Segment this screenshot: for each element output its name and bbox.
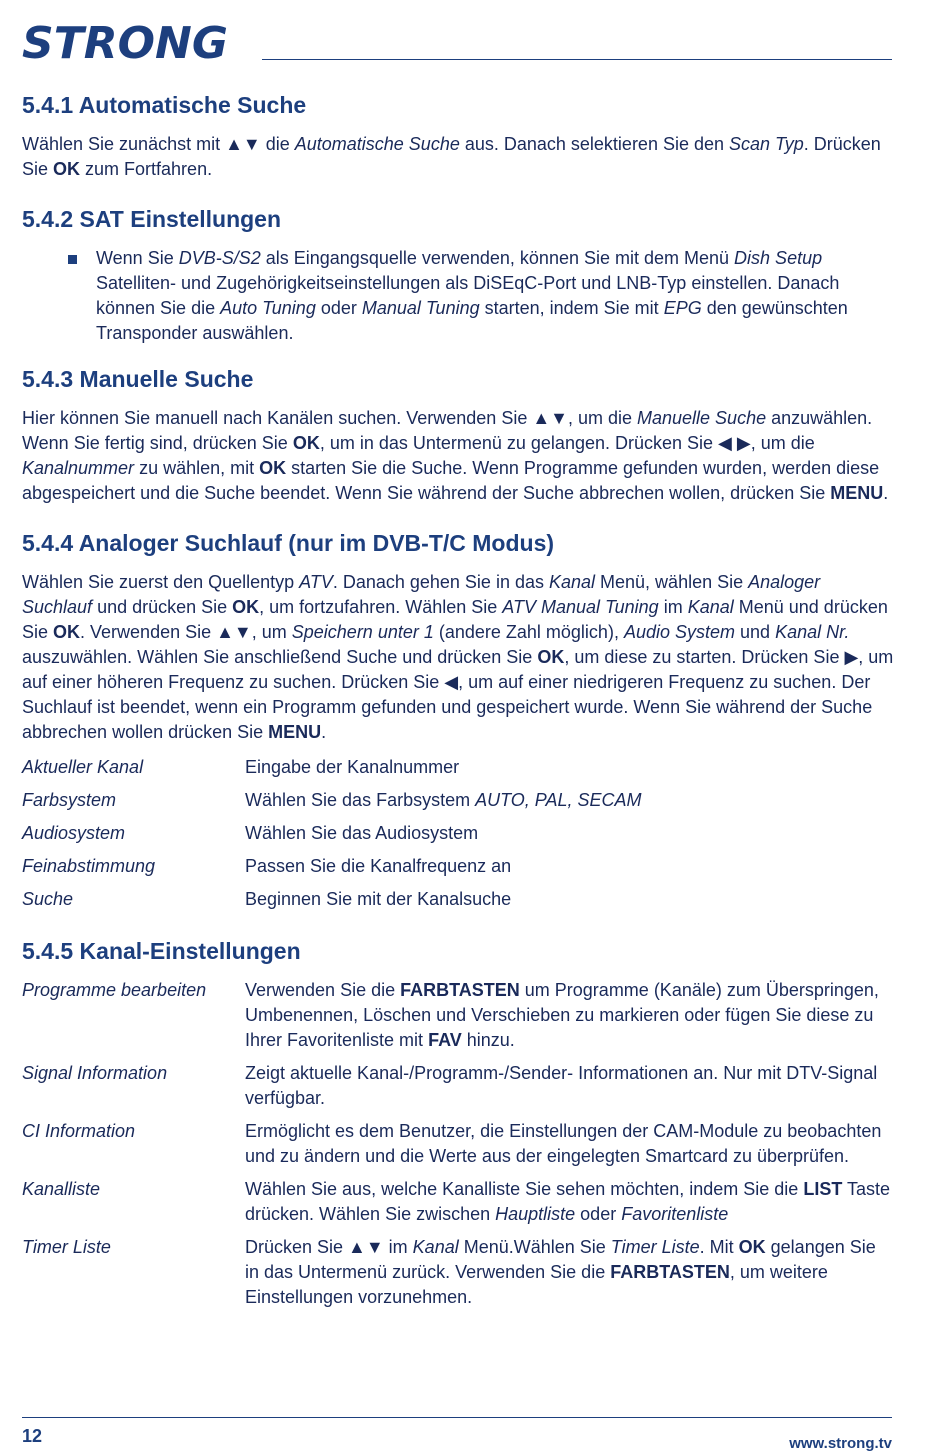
section-title: 5.4.3 Manuelle Suche: [22, 366, 254, 392]
page-content: [22, 90, 894, 1318]
section-title: 5.4.5 Kanal-Einstellungen: [22, 938, 301, 964]
table-row: Kanalliste Wählen Sie aus, welche Kanalliste Sie sehen möchten, indem Sie die LIST Taste drücken. Wählen Sie zwischen Hauptliste oder Favoritenliste: [22, 1179, 891, 1224]
logo-text: STRONG: [22, 18, 228, 69]
section-title: 5.4.4 Analoger Suchlauf (nur im DVB-T/C Modus): [22, 530, 555, 556]
table-row: Feinabstimmung Passen Sie die Kanalfrequenz an: [22, 856, 512, 876]
bullet-list: [22, 246, 894, 346]
definition-table: [22, 755, 894, 920]
section-body: Hier können Sie manuell nach Kanälen suchen. Verwenden Sie ▲▼, um die Manuelle Suche anzuwählen. Wenn Sie fertig sind, drücken Sie OK, um in das Untermenü zu gelangen. Drücken Sie ◀ ▶, um die Kanalnummer zu wählen, mit OK starten Sie die Suche. Wenn Programme gefunden wurden, werden diese abgespeichert und die Suche beendet. Wenn Sie während der Suche abbrechen wollen, drücken Sie MENU.: [22, 408, 889, 503]
brand-logo: [22, 18, 228, 69]
footer-rule: [22, 1417, 892, 1418]
section-kanal-einstellungen: [22, 936, 894, 1310]
list-item: Wenn Sie DVB-S/S2 als Eingangsquelle verwenden, können Sie mit dem Menü Dish Setup Satelliten- und Zugehörigkeitseinstellungen als DiSEqC-Port und LNB-Typ einstellen. Danach können Sie die Auto Tuning oder Manual Tuning starten, indem Sie mit EPG den gewünschten Transponder auswählen.: [22, 246, 894, 346]
section-body: Wählen Sie zuerst den Quellentyp ATV. Danach gehen Sie in das Kanal Menü, wählen Sie Analoger Suchlauf und drücken Sie OK, um fortzufahren. Wählen Sie ATV Manual Tuning im Kanal Menü und drücken Sie OK. Verwenden Sie ▲▼, um Speichern unter 1 (andere Zahl möglich), Audio System und Kanal Nr. auszuwählen. Wählen Sie anschließend Suche und drücken Sie OK, um diese zu starten. Drücken Sie ▶, um auf einer höheren Frequenz zu suchen. Drücken Sie ◀, um auf einer niedrigeren Frequenz zu suchen. Der Suchlauf ist beendet, wenn ein Programm gefunden und gespeichert wurde. Wenn Sie während der Suche abbrechen wollen drücken Sie MENU.: [22, 572, 894, 742]
bullet-icon: [68, 255, 77, 264]
table-row: Programme bearbeiten Verwenden Sie die FARBTASTEN um Programme (Kanäle) zum Überspringen, Umbenennen, Löschen und Verschieben zu markieren oder fügen Sie diese zu Ihrer Favoritenliste mit FAV hinzu.: [22, 980, 879, 1050]
section-title: 5.4.1 Automatische Suche: [22, 92, 307, 118]
section-automatische-suche: [22, 90, 894, 182]
section-body: Wählen Sie zunächst mit ▲▼ die Automatische Suche aus. Danach selektieren Sie den Scan Typ. Drücken Sie OK zum Fortfahren.: [22, 134, 881, 179]
table-row: Timer Liste Drücken Sie ▲▼ im Kanal Menü.Wählen Sie Timer Liste. Mit OK gelangen Sie in das Untermenü zurück. Verwenden Sie die FARBTASTEN, um weitere Einstellungen vorzunehmen.: [22, 1237, 876, 1307]
section-sat-einstellungen: [22, 204, 894, 346]
header-rule: [262, 59, 892, 60]
website-link[interactable]: www.strong.tv: [789, 1435, 892, 1452]
section-analoger-suchlauf: [22, 528, 894, 920]
table-row: Suche Beginnen Sie mit der Kanalsuche: [22, 889, 512, 909]
section-manuelle-suche: [22, 364, 894, 506]
table-row: CI Information Ermöglicht es dem Benutzer, die Einstellungen der CAM-Module zu beobachten und zu ändern und die Werte aus der eingelegten Smartcard zu überprüfen.: [22, 1121, 882, 1166]
definition-table: [22, 978, 894, 1310]
page-header: [22, 18, 892, 69]
table-row: Farbsystem Wählen Sie das Farbsystem AUTO, PAL, SECAM: [22, 790, 642, 810]
page-number: 12: [22, 1426, 43, 1446]
table-row: Signal Information Zeigt aktuelle Kanal-/Programm-/Sender- Informationen an. Nur mit DTV-Signal verfügbar.: [22, 1063, 878, 1108]
section-title: 5.4.2 SAT Einstellungen: [22, 206, 282, 232]
table-row: Aktueller Kanal Eingabe der Kanalnummer: [22, 757, 460, 777]
table-row: Audiosystem Wählen Sie das Audiosystem: [22, 823, 479, 843]
